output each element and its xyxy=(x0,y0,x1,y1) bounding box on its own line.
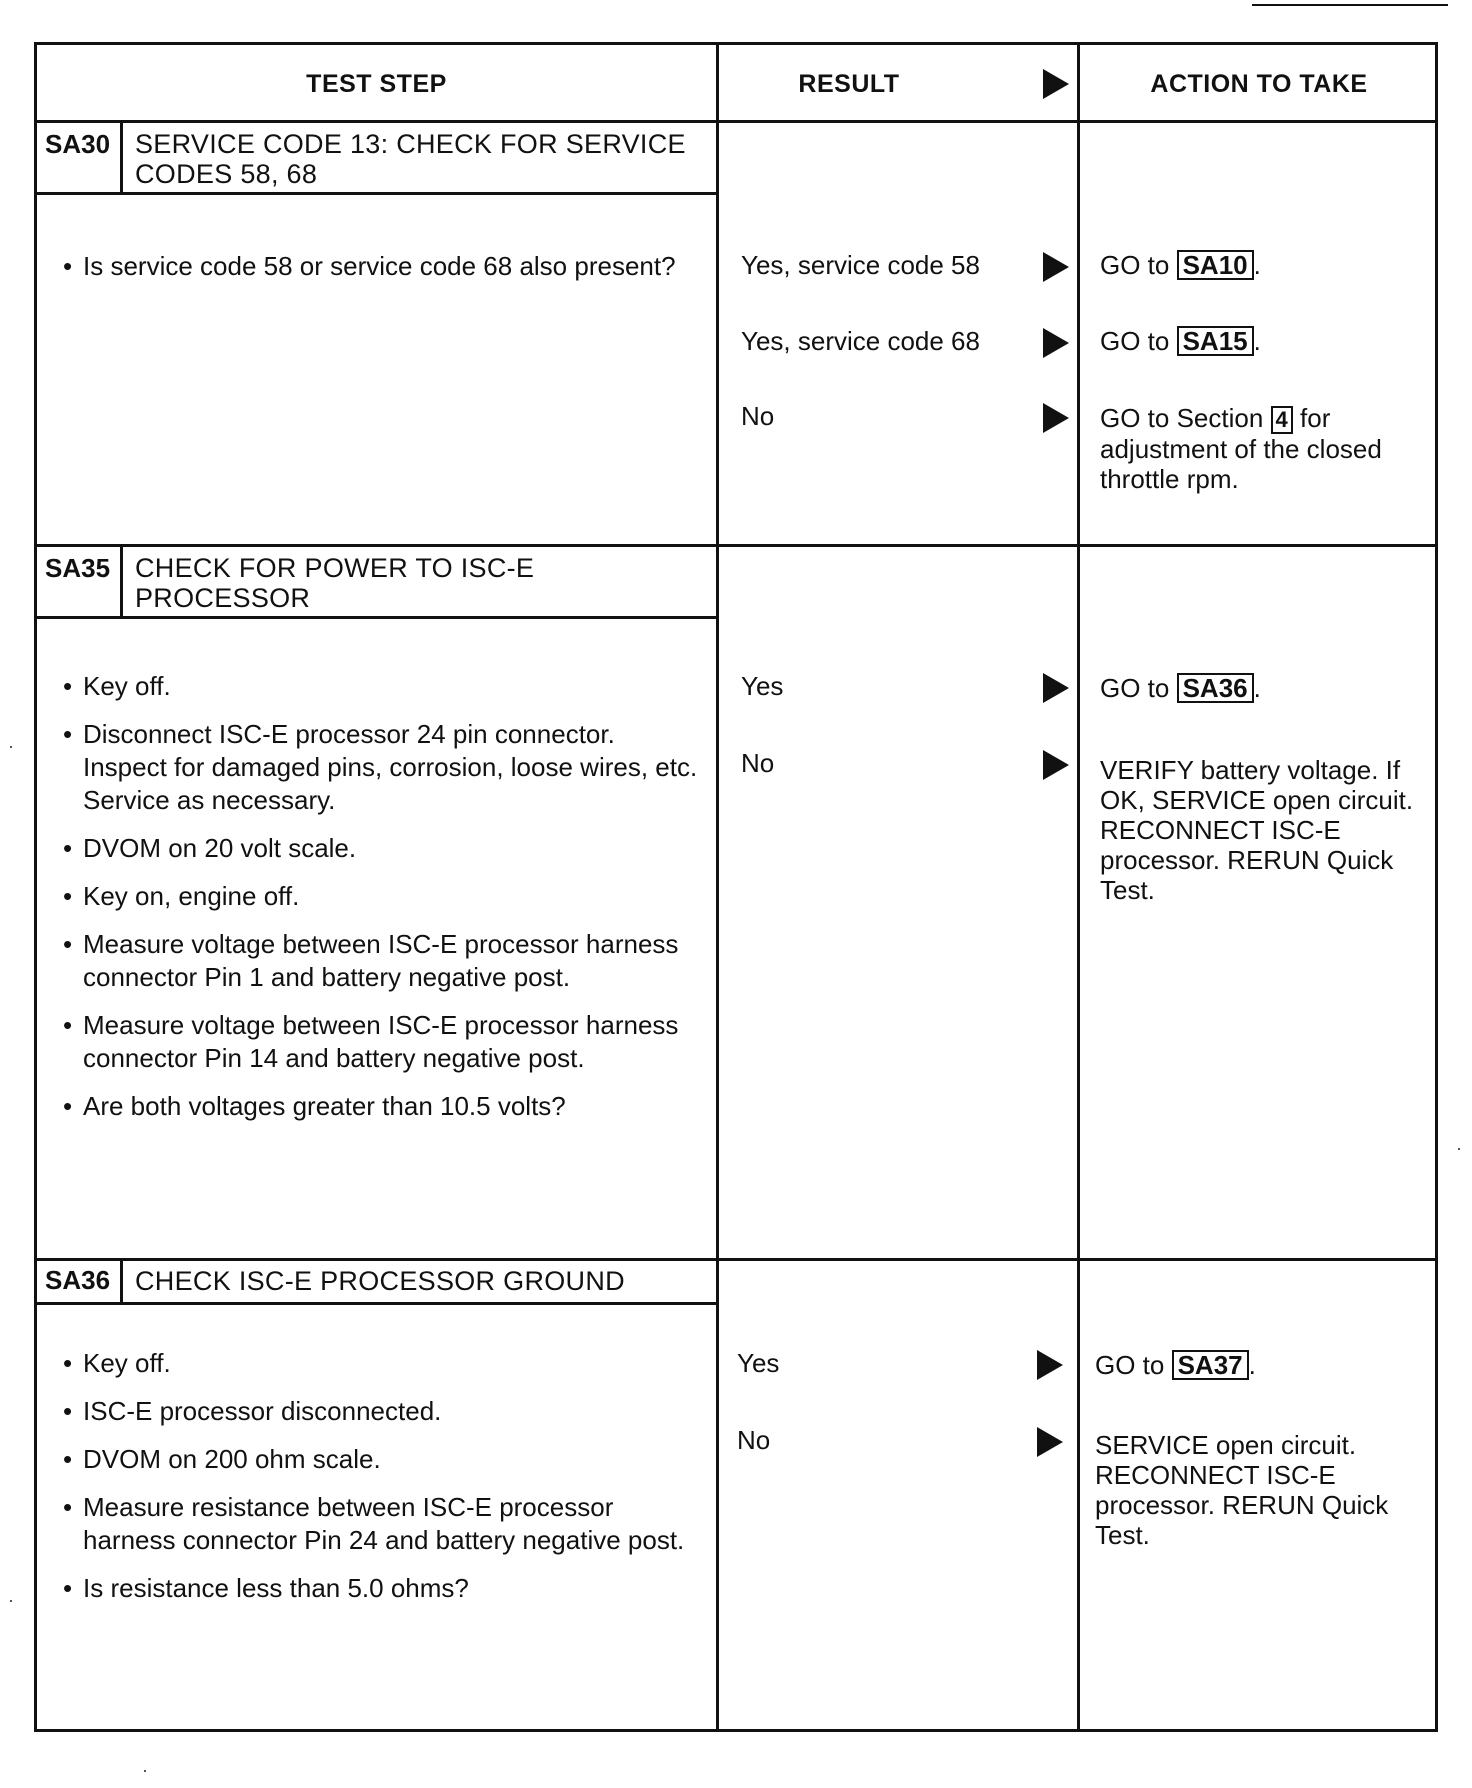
step-reference[interactable]: SA37 xyxy=(1172,1350,1249,1380)
instruction-item: • Key off. xyxy=(61,1347,701,1380)
instruction-item: • Disconnect ISC-E processor 24 pin connector. Inspect for damaged pins, corrosion, loose wires, etc. Service as necessary. xyxy=(61,718,701,817)
scan-mark xyxy=(144,1770,146,1772)
instruction-item: • Measure voltage between ISC-E processor harness connector Pin 1 and battery negative post. xyxy=(61,928,701,994)
instruction-item: • ISC-E processor disconnected. xyxy=(61,1395,701,1428)
scan-mark xyxy=(10,746,12,748)
header-result: RESULT xyxy=(798,69,900,98)
step-id: SA36 xyxy=(37,1261,123,1302)
result-item: Yes, service code 68 xyxy=(741,326,980,356)
step-id: SA35 xyxy=(37,547,123,616)
step-instructions-sa36 xyxy=(61,1347,701,1620)
arrow-icon xyxy=(1037,1350,1063,1380)
result-item: Yes, service code 58 xyxy=(741,250,980,280)
section-reference[interactable]: 4 xyxy=(1271,406,1293,434)
action-item xyxy=(1095,1350,1425,1380)
scan-mark xyxy=(10,1600,12,1602)
action-suffix: . xyxy=(1253,326,1261,356)
action-text: GO to xyxy=(1100,673,1170,703)
arrow-icon xyxy=(1043,750,1069,780)
action-item xyxy=(1100,673,1430,703)
instruction-item: • Measure voltage between ISC-E processor harness connector Pin 14 and battery negative post. xyxy=(61,1009,701,1075)
action-suffix: . xyxy=(1253,250,1261,280)
result-item: No xyxy=(741,748,775,778)
step-id: SA30 xyxy=(37,123,123,192)
instruction-item: • DVOM on 200 ohm scale. xyxy=(61,1443,701,1476)
step-title: SERVICE CODE 13: CHECK FOR SERVICE CODES 58, 68 xyxy=(135,129,686,189)
instruction-item: • Is service code 58 or service code 68 also present? xyxy=(61,250,701,283)
step-reference[interactable]: SA15 xyxy=(1177,326,1254,356)
step-title: CHECK FOR POWER TO ISC-E PROCESSOR xyxy=(135,553,535,613)
header-action: ACTION TO TAKE xyxy=(1150,69,1368,98)
column-divider-2 xyxy=(1077,45,1080,1729)
action-text: GO to Section xyxy=(1100,403,1264,433)
action-item: SERVICE open circuit. RECONNECT ISC-E processor. RERUN Quick Test. xyxy=(1095,1430,1389,1550)
instruction-item: • Key off. xyxy=(61,670,701,703)
instruction-item: • Are both voltages greater than 10.5 volts? xyxy=(61,1090,701,1123)
header-arrow-icon xyxy=(1043,69,1069,99)
step-instructions-sa30 xyxy=(61,250,701,298)
result-item: No xyxy=(737,1425,771,1455)
action-suffix: . xyxy=(1253,673,1261,703)
diagnostic-table xyxy=(34,42,1438,1732)
step-instructions-sa35 xyxy=(61,670,701,1138)
arrow-icon xyxy=(1043,328,1069,358)
instruction-item: • DVOM on 20 volt scale. xyxy=(61,832,701,865)
step-title: CHECK ISC-E PROCESSOR GROUND xyxy=(135,1266,625,1296)
action-suffix: for adjustment of the closed throttle rpm. xyxy=(1100,403,1382,494)
top-rule xyxy=(1252,4,1448,6)
instruction-item: • Measure resistance between ISC-E processor harness connector Pin 24 and battery negative post. xyxy=(61,1491,701,1557)
step-header-sa35 xyxy=(37,547,716,619)
action-item xyxy=(1100,326,1430,356)
step-reference[interactable]: SA36 xyxy=(1177,673,1254,703)
action-item: VERIFY battery voltage. If OK, SERVICE open circuit. RECONNECT ISC-E processor. RERUN Quick Test. xyxy=(1100,755,1414,905)
result-item: No xyxy=(741,401,775,431)
step-reference[interactable]: SA10 xyxy=(1177,250,1254,280)
result-item: Yes xyxy=(737,1348,780,1378)
action-text: GO to xyxy=(1095,1350,1165,1380)
instruction-item: • Key on, engine off. xyxy=(61,880,701,913)
scan-mark xyxy=(1458,1148,1460,1150)
column-divider-1 xyxy=(716,45,719,1729)
arrow-icon xyxy=(1037,1427,1063,1457)
arrow-icon xyxy=(1043,673,1069,703)
action-text: GO to xyxy=(1100,250,1170,280)
instruction-item: • Is resistance less than 5.0 ohms? xyxy=(61,1572,701,1605)
header-test-step: TEST STEP xyxy=(306,69,447,98)
step-header-sa30 xyxy=(37,123,716,195)
action-item xyxy=(1100,403,1430,494)
result-item: Yes xyxy=(741,671,784,701)
arrow-icon xyxy=(1043,403,1069,433)
action-item xyxy=(1100,250,1430,280)
action-suffix: . xyxy=(1248,1350,1256,1380)
action-text: GO to xyxy=(1100,326,1170,356)
step-header-sa36 xyxy=(37,1261,716,1305)
arrow-icon xyxy=(1043,252,1069,282)
